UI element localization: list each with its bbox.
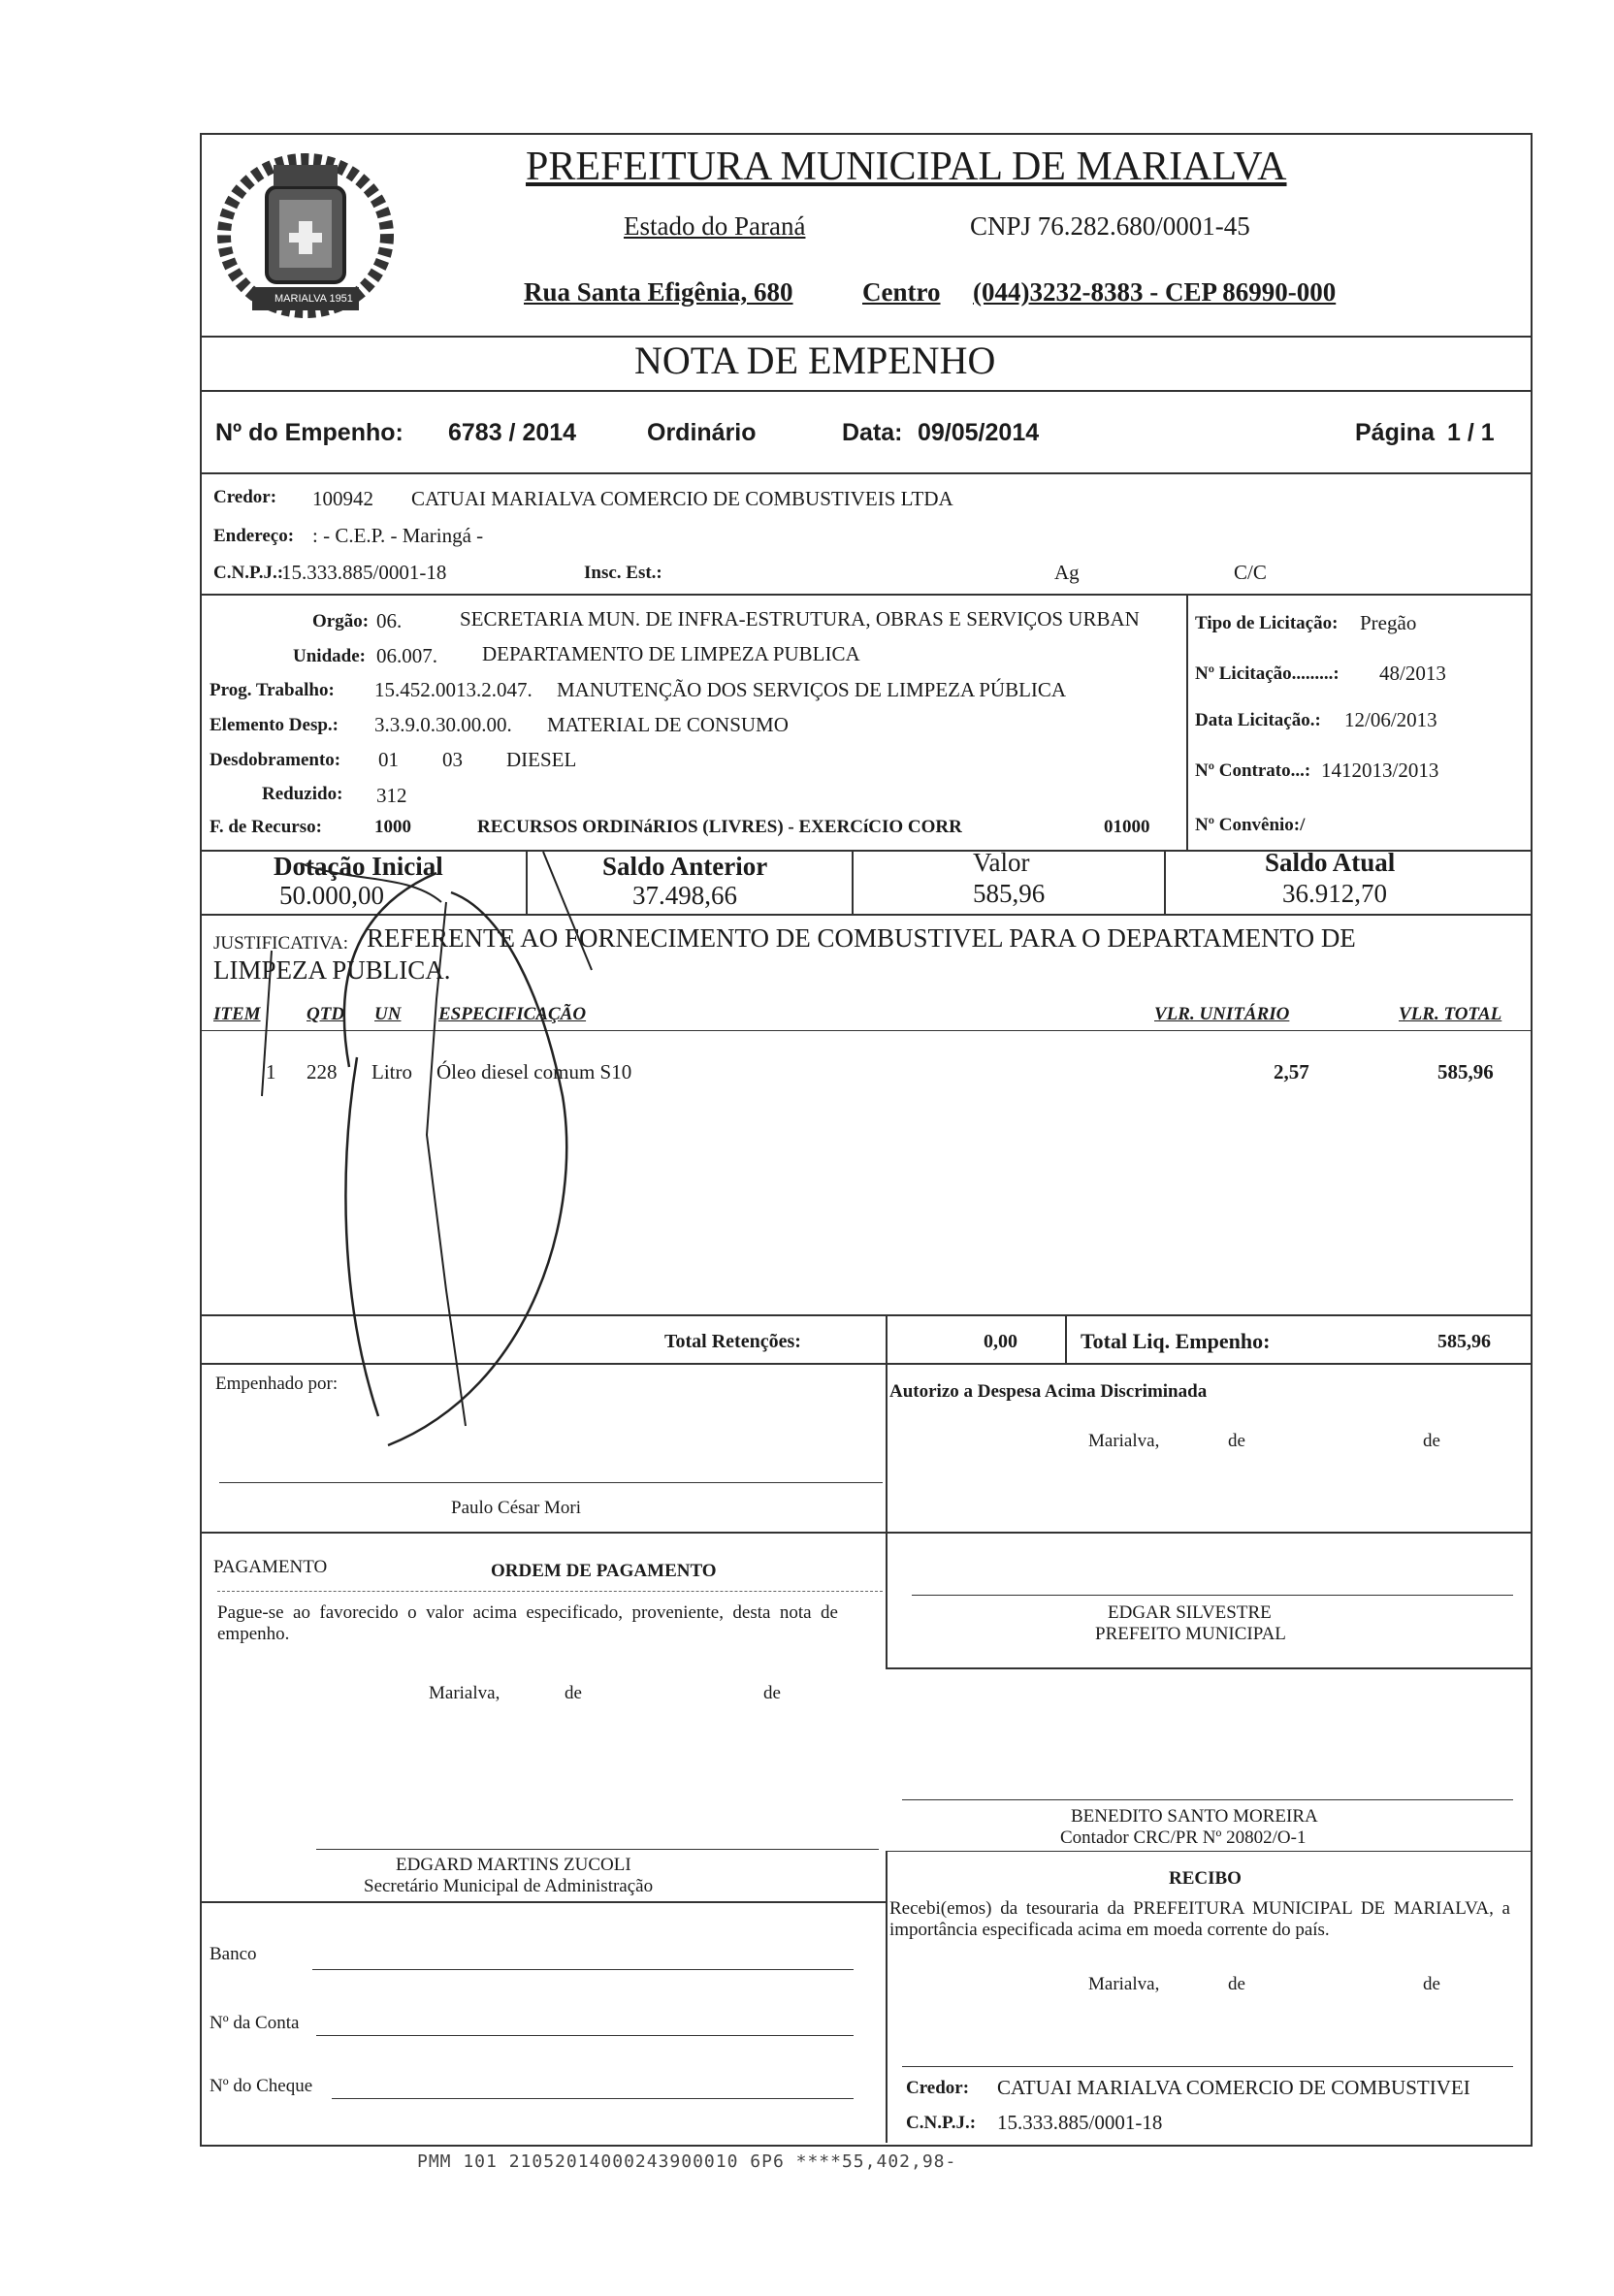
contador-cargo: Contador CRC/PR Nº 20802/O-1 xyxy=(1060,1827,1307,1848)
valor-label: Valor xyxy=(973,848,1030,877)
pagamento-de2: de xyxy=(763,1683,781,1703)
cheque-label: Nº do Cheque xyxy=(210,2076,313,2096)
autorizo-de1: de xyxy=(1228,1431,1245,1451)
handwritten-signature-icon xyxy=(233,844,660,1523)
secretario-cargo: Secretário Municipal de Administração xyxy=(364,1876,654,1896)
reduzido-label: Reduzido: xyxy=(262,784,343,804)
prefeito-cargo: PREFEITO MUNICIPAL xyxy=(1095,1624,1286,1644)
document-title: NOTA DE EMPENHO xyxy=(634,339,996,382)
col-spec: ESPECIFICAÇÃO xyxy=(438,1004,587,1024)
unidade-label: Unidade: xyxy=(293,646,366,666)
prefeito-nome: EDGAR SILVESTRE xyxy=(1108,1602,1272,1623)
licitacao-date: 12/06/2013 xyxy=(1344,708,1437,731)
liquido-value: 585,96 xyxy=(1437,1331,1491,1352)
item-unit-price: 2,57 xyxy=(1274,1060,1309,1083)
dotacao-value: 50.000,00 xyxy=(279,881,384,910)
ordem-pagamento: ORDEM DE PAGAMENTO xyxy=(491,1561,717,1581)
recibo-de1: de xyxy=(1228,1974,1245,1994)
empenhado-label: Empenhado por: xyxy=(215,1374,339,1394)
liquido-label: Total Liq. Empenho: xyxy=(1081,1329,1271,1353)
saldo-atual-label: Saldo Atual xyxy=(1265,848,1396,877)
page-number: 1 / 1 xyxy=(1447,419,1495,446)
recibo-credor: CATUAI MARIALVA COMERCIO DE COMBUSTIVEI xyxy=(997,2076,1470,2099)
justificativa-text-1: REFERENTE AO FORNECIMENTO DE COMBUSTIVEL PARA O DEPARTAMENTO DE xyxy=(367,923,1356,953)
banco-label: Banco xyxy=(210,1944,257,1964)
recibo-credor-label: Credor: xyxy=(906,2078,970,2098)
retencoes-label: Total Retenções: xyxy=(664,1331,801,1352)
desdobramento-a: 01 xyxy=(378,748,399,771)
col-item: ITEM xyxy=(213,1004,261,1024)
recibo-label: RECIBO xyxy=(1169,1868,1242,1889)
contrato-label: Nº Contrato...: xyxy=(1195,760,1311,781)
header-street: Rua Santa Efigênia, 680 xyxy=(524,277,793,307)
licitacao-type-label: Tipo de Licitação: xyxy=(1195,613,1339,633)
licitacao-date-label: Data Licitação.: xyxy=(1195,710,1321,730)
credor-label: Credor: xyxy=(213,487,277,507)
empenho-type: Ordinário xyxy=(647,419,757,446)
seal-text: MARIALVA 1951 xyxy=(274,293,353,305)
licitacao-number-label: Nº Licitação.........: xyxy=(1195,663,1340,684)
prog-value: 15.452.0013.2.047. xyxy=(374,678,533,701)
agency-label: Ag xyxy=(1054,561,1080,584)
retencoes-value: 0,00 xyxy=(984,1331,1017,1352)
licitacao-type: Pregão xyxy=(1360,611,1417,634)
recurso-code: 01000 xyxy=(1104,817,1150,837)
orgao-label: Orgão: xyxy=(312,611,370,631)
item-spec: Óleo diesel comum S10 xyxy=(436,1060,632,1083)
saldo-atual-value: 36.912,70 xyxy=(1282,879,1387,908)
empenho-number-label: Nº do Empenho: xyxy=(215,419,404,446)
col-total: VLR. TOTAL xyxy=(1399,1004,1502,1024)
autorizo-text: Autorizo a Despesa Acima Discriminada xyxy=(889,1381,1208,1402)
item-qtd: 228 xyxy=(307,1060,338,1083)
autorizo-de2: de xyxy=(1423,1431,1440,1451)
address-label: Endereço: xyxy=(213,526,295,546)
desdobramento-b: 03 xyxy=(442,748,463,771)
footer-stamp: PMM 101 21052014000243900010 6P6 ****55,402,98- xyxy=(417,2151,957,2172)
header-phone-cep: (044)3232-8383 - CEP 86990-000 xyxy=(973,277,1337,307)
secretario-nome: EDGARD MARTINS ZUCOLI xyxy=(396,1855,631,1875)
convenio-label: Nº Convênio:/ xyxy=(1195,815,1306,835)
conta-label: Nº da Conta xyxy=(210,2013,300,2033)
recibo-local: Marialva, xyxy=(1088,1974,1160,1994)
page-title: PREFEITURA MUNICIPAL DE MARIALVA xyxy=(526,145,1287,189)
saldo-anterior-label: Saldo Anterior xyxy=(602,852,768,881)
credor-cnpj: 15.333.885/0001-18 xyxy=(281,561,447,584)
licitacao-number: 48/2013 xyxy=(1379,662,1446,685)
pagamento-label: PAGAMENTO xyxy=(213,1557,328,1577)
header-cnpj: CNPJ 76.282.680/0001-45 xyxy=(970,211,1250,241)
prog-desc: MANUTENÇÃO DOS SERVIÇOS DE LIMPEZA PÚBLICA xyxy=(557,678,1067,701)
coat-of-arms-icon xyxy=(213,144,398,328)
dotacao-label: Dotação Inicial xyxy=(274,852,443,881)
credor-cnpj-label: C.N.P.J.: xyxy=(213,563,284,583)
contador-nome: BENEDITO SANTO MOREIRA xyxy=(1071,1806,1318,1827)
empenho-date-label: Data: xyxy=(842,419,903,446)
autorizo-local: Marialva, xyxy=(1088,1431,1160,1451)
prog-label: Prog. Trabalho: xyxy=(210,680,335,700)
desdobramento-desc: DIESEL xyxy=(506,748,577,771)
recibo-texto: Recebi(emos) da tesouraria da PREFEITURA MUNICIPAL DE MARIALVA, a importância especificada acima em moeda corrente do país. xyxy=(889,1898,1510,1940)
empenho-number: 6783 / 2014 xyxy=(448,419,577,446)
credor-name: CATUAI MARIALVA COMERCIO DE COMBUSTIVEIS LTDA xyxy=(411,487,953,510)
address-value: : - C.E.P. - Maringá - xyxy=(312,524,484,547)
recurso-desc: RECURSOS ORDINáRIOS (LIVRES) - EXERCíCIO CORR xyxy=(477,817,962,837)
recibo-de2: de xyxy=(1423,1974,1440,1994)
account-label: C/C xyxy=(1234,561,1267,584)
col-unit-price: VLR. UNITÁRIO xyxy=(1154,1004,1290,1024)
elemento-desc: MATERIAL DE CONSUMO xyxy=(547,713,789,736)
col-qtd: QTD xyxy=(307,1004,345,1024)
saldo-anterior-value: 37.498,66 xyxy=(632,881,737,910)
item-un: Litro xyxy=(371,1060,412,1083)
header-state: Estado do Paraná xyxy=(624,211,806,241)
empenhado-nome: Paulo César Mori xyxy=(451,1498,582,1518)
desdobramento-label: Desdobramento: xyxy=(210,750,341,770)
item-number: 1 xyxy=(266,1060,276,1083)
recurso-value: 1000 xyxy=(374,817,411,837)
recurso-label: F. de Recurso: xyxy=(210,817,322,837)
contrato-value: 1412013/2013 xyxy=(1321,759,1439,782)
pagamento-local: Marialva, xyxy=(429,1683,500,1703)
item-total: 585,96 xyxy=(1437,1060,1494,1083)
insc-est-label: Insc. Est.: xyxy=(584,563,662,583)
credor-code: 100942 xyxy=(312,487,373,510)
empenho-date: 09/05/2014 xyxy=(918,419,1040,446)
elemento-label: Elemento Desp.: xyxy=(210,715,339,735)
orgao-desc: SECRETARIA MUN. DE INFRA-ESTRUTURA, OBRAS E SERVIÇOS URBAN xyxy=(460,607,1140,631)
justificativa-text-2: LIMPEZA PUBLICA. xyxy=(213,955,451,985)
unidade-value: 06.007. xyxy=(376,644,437,667)
orgao-value: 06. xyxy=(376,609,403,632)
pagamento-de1: de xyxy=(565,1683,582,1703)
col-un: UN xyxy=(374,1004,402,1024)
pagamento-texto: Pague-se ao favorecido o valor acima especificado, proveniente, desta nota de empenho. xyxy=(217,1602,838,1644)
justificativa-label: JUSTIFICATIVA: xyxy=(213,933,349,954)
elemento-value: 3.3.9.0.30.00.00. xyxy=(374,713,512,736)
unidade-desc: DEPARTAMENTO DE LIMPEZA PUBLICA xyxy=(482,642,860,665)
page-number-label: Página xyxy=(1355,419,1435,446)
header-district: Centro xyxy=(862,277,941,307)
recibo-cnpj-label: C.N.P.J.: xyxy=(906,2113,977,2133)
recibo-cnpj: 15.333.885/0001-18 xyxy=(997,2111,1163,2134)
valor-value: 585,96 xyxy=(973,879,1046,908)
reduzido-value: 312 xyxy=(376,784,407,807)
